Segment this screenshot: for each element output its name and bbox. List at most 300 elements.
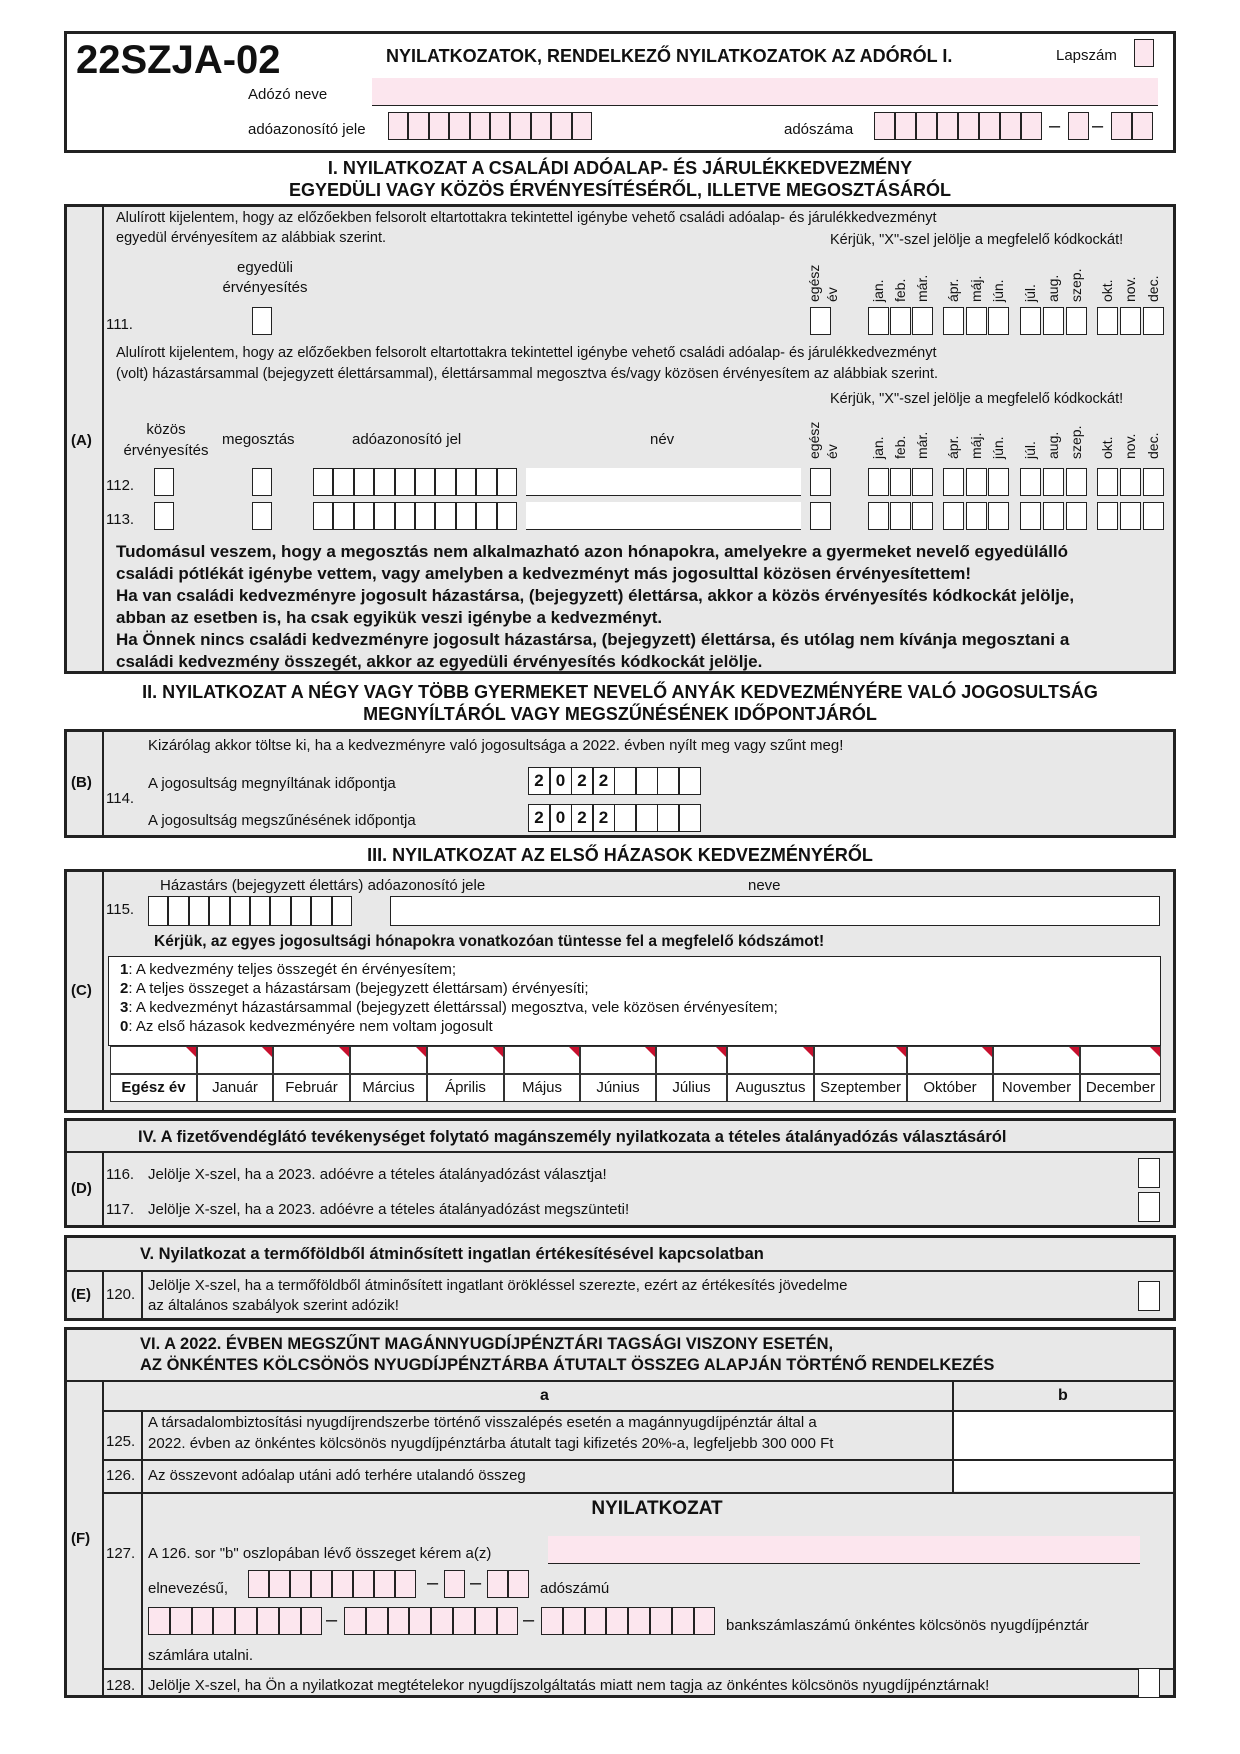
row-120-text-line1: Jelölje X-szel, ha a termőföldből átminősített ingatlant örökléssel szerezte, ezért az értékesítés jövedelme [148, 1277, 848, 1294]
month-code-label-7: Június [580, 1074, 656, 1102]
row-112-month-box-4[interactable] [912, 468, 933, 496]
taxnum-label: adószámú [540, 1580, 610, 1597]
month-header-1: egész [806, 264, 822, 302]
spouse-taxid-box-1[interactable] [148, 896, 168, 926]
section2-title-2: MEGNYÍLTÁRÓL VAGY MEGSZŰNÉSÉNEK IDŐPONTJÁRÓL [363, 704, 877, 724]
row-112-month-box-12[interactable] [1120, 468, 1141, 496]
row-127-text: A 126. sor "b" oszlopában lévő összeget kérem a(z) [148, 1545, 492, 1562]
month-header-2: jan. [870, 279, 886, 302]
bank-account-part1-box-4[interactable] [213, 1607, 235, 1635]
end-date-box-8[interactable] [679, 804, 701, 832]
spouse-name-label: neve [748, 877, 781, 894]
month-code-label-5: Április [427, 1074, 504, 1102]
spouse-taxid-box-8[interactable] [291, 896, 311, 926]
month-code-label-10: Szeptember [814, 1074, 907, 1102]
spouse-taxid-box-3[interactable] [189, 896, 209, 926]
row-113-month-box-4[interactable] [912, 502, 933, 530]
month-code-cell-5[interactable] [427, 1046, 504, 1074]
tax-id-box-3[interactable] [429, 112, 449, 140]
required-marker [716, 1047, 726, 1057]
bank-account-part2-box-2[interactable] [366, 1607, 388, 1635]
month-code-cell-8[interactable] [656, 1046, 727, 1074]
start-date-box-7[interactable] [657, 767, 679, 795]
row-113-month-box-12[interactable] [1120, 502, 1141, 530]
bank-account-part1-box-6[interactable] [257, 1607, 279, 1635]
row-111-number: 111. [106, 316, 133, 333]
row-112-taxid-box-7[interactable] [435, 468, 455, 496]
month-code-label-9: Augusztus [727, 1074, 814, 1102]
month-header-13: dec. [1145, 275, 1161, 302]
col-b-header: b [1058, 1387, 1068, 1404]
row-126-amount-field[interactable] [954, 1461, 1173, 1491]
row-113-taxid-box-4[interactable] [374, 502, 394, 530]
row-112-taxid-box-8[interactable] [456, 468, 476, 496]
tax-number-box-8[interactable] [1021, 112, 1042, 140]
row-112-month-box-10[interactable] [1066, 468, 1087, 496]
month-code-cell-4[interactable] [350, 1046, 427, 1074]
spouse-taxid-box-10[interactable] [332, 896, 352, 926]
row-113-taxid-box-6[interactable] [415, 502, 435, 530]
month-header-8: júl. [1022, 441, 1038, 459]
fund-tax-number-box-4[interactable] [311, 1570, 332, 1598]
tax-id-box-2[interactable] [408, 112, 428, 140]
required-marker [416, 1047, 426, 1057]
section1-title-1: I. NYILATKOZAT A CSALÁDI ADÓALAP- ÉS JÁRULÉKKEDVEZMÉNY [327, 158, 913, 178]
tax-id-label: adóazonosító jele [248, 121, 366, 138]
row-113-taxid-box-5[interactable] [395, 502, 415, 530]
joint-intro-line1: Alulírott kijelentem, hogy az előzőekben felsorolt eltartottakra tekintettel igénybe vehető családi adóalap- és járulékkedvezményt [116, 345, 937, 361]
fund-tax-number-vat-box-1[interactable] [444, 1570, 465, 1598]
start-date-box-1: 2 [528, 767, 550, 795]
month-header-2: jan. [870, 436, 886, 459]
fund-tax-number-box-3[interactable] [290, 1570, 311, 1598]
month-header-3: feb. [892, 278, 908, 302]
bank-account-part1-box-1[interactable] [148, 1607, 170, 1635]
section-b-letter: (B) [71, 774, 92, 791]
sole-intro-line1: Alulírott kijelentem, hogy az előzőekben felsorolt eltartottakra tekintettel igénybe vehető családi adóalap- és járulékkedvezményt [116, 210, 937, 226]
section1-title-2: EGYEDÜLI VAGY KÖZÖS ÉRVÉNYESÍTÉSÉRŐL, ILLETVE MEGOSZTÁSÁRÓL [288, 180, 952, 200]
bank-account-part3-box-4[interactable] [606, 1607, 628, 1635]
bank-account-part2-box-5[interactable] [431, 1607, 453, 1635]
spouse-taxid-box-4[interactable] [209, 896, 229, 926]
bank-account-part2-box-6[interactable] [453, 1607, 475, 1635]
section-d-letter: (D) [71, 1180, 92, 1197]
row-111-month-box-7[interactable] [988, 307, 1009, 335]
section-e-letter: (E) [71, 1286, 91, 1303]
bank-dash-2: – [523, 1609, 535, 1631]
fund-taxnum-dash-1: – [427, 1572, 439, 1594]
row-126-text: Az összevont adóalap utáni adó terhére utalandó összeg [148, 1467, 526, 1484]
row-111-month-box-5[interactable] [943, 307, 964, 335]
row-112-month-box-6[interactable] [966, 468, 987, 496]
month-header-10: szep. [1068, 425, 1084, 459]
row-111-month-box-11[interactable] [1097, 307, 1118, 335]
row-111-month-box-4[interactable] [912, 307, 933, 335]
row-113-month-box-7[interactable] [988, 502, 1009, 530]
mark-hint-2: Kérjük, "X"-szel jelölje a megfelelő kódkockát! [830, 391, 1124, 407]
fund-tax-number-county-box-2[interactable] [508, 1570, 529, 1598]
end-date-box-4: 2 [593, 804, 615, 832]
month-code-label-2: Január [197, 1074, 273, 1102]
tax-number-box-4[interactable] [937, 112, 958, 140]
section-f-title-divider [67, 1380, 1173, 1382]
month-code-label-6: Május [504, 1074, 580, 1102]
section-a-letter: (A) [71, 432, 92, 449]
row-111-month-box-1[interactable] [810, 307, 831, 335]
row-112-month-box-2[interactable] [868, 468, 889, 496]
tax-id-box-5[interactable] [470, 112, 490, 140]
note-line3: Ha van családi kedvezményre jogosult házastársa, (bejegyzett) élettársa, akkor a közös érvényesítés kódkockát jelölje, [116, 586, 1075, 605]
row-112-taxid-box-1[interactable] [313, 468, 333, 496]
row-111-month-box-6[interactable] [966, 307, 987, 335]
row-112-month-box-8[interactable] [1020, 468, 1041, 496]
row-112-joint-checkbox[interactable] [154, 468, 174, 496]
start-date-box-3: 2 [571, 767, 593, 795]
fund-tax-number-box-1[interactable] [248, 1570, 269, 1598]
declaration-title: NYILATKOZAT [591, 1498, 723, 1519]
mark-hint-1: Kérjük, "X"-szel jelölje a megfelelő kódkockát! [830, 232, 1124, 248]
month-header-11: okt. [1099, 436, 1115, 459]
required-marker [1150, 1047, 1160, 1057]
tax-number-label: adószáma [784, 121, 854, 138]
row-112-taxid-box-2[interactable] [333, 468, 353, 496]
month-header-1-b: év [824, 444, 840, 459]
code-item-0 [120, 1018, 493, 1035]
row-128-number: 128. [106, 1677, 136, 1694]
month-code-label-13: December [1080, 1074, 1161, 1102]
tax-id-box-1[interactable] [388, 112, 408, 140]
month-header-1-b: év [824, 287, 840, 302]
section-d-title-divider [67, 1151, 1173, 1153]
row-112-split-checkbox[interactable] [252, 468, 272, 496]
tax-number-box-1[interactable] [874, 112, 895, 140]
row-112-taxid-box-9[interactable] [476, 468, 496, 496]
month-header-3: feb. [892, 435, 908, 459]
month-code-label-11: Október [907, 1074, 993, 1102]
row-113-month-box-6[interactable] [966, 502, 987, 530]
row-113-taxid-box-2[interactable] [333, 502, 353, 530]
tax-number-box-6[interactable] [979, 112, 1000, 140]
required-marker [982, 1047, 992, 1057]
bank-account-part2-box-7[interactable] [475, 1607, 497, 1635]
row-112-month-box-9[interactable] [1043, 468, 1064, 496]
taxid-col-label: adóazonosító jel [352, 431, 462, 448]
code-number: 1 [120, 961, 129, 978]
end-date-box-6[interactable] [636, 804, 658, 832]
fund-tax-number-county-box-1[interactable] [487, 1570, 508, 1598]
row-113-month-box-11[interactable] [1097, 502, 1118, 530]
code-item-1 [120, 961, 456, 978]
fund-tax-number-box-2[interactable] [269, 1570, 290, 1598]
spouse-taxid-box-5[interactable] [230, 896, 250, 926]
required-marker [339, 1047, 349, 1057]
row-117-number: 117. [106, 1201, 135, 1218]
code-text: : A kedvezmény teljes összegét én érvényesítem; [128, 961, 457, 978]
required-marker [896, 1047, 906, 1057]
row-113-taxid-box-7[interactable] [435, 502, 455, 530]
start-date-box-8[interactable] [679, 767, 701, 795]
start-date-box-4: 2 [593, 767, 615, 795]
row-113-month-box-5[interactable] [943, 502, 964, 530]
row-126-number: 126. [106, 1467, 136, 1484]
f-row126-bottom [104, 1492, 1173, 1494]
row-112-taxid-box-10[interactable] [497, 468, 517, 496]
code-text: : Az első házasok kedvezményére nem voltam jogosult [128, 1018, 493, 1035]
row-113-name-field[interactable] [526, 502, 801, 530]
required-marker [645, 1047, 655, 1057]
end-date-label: A jogosultság megszűnésének időpontja [148, 812, 416, 829]
fund-tax-number-box-8[interactable] [395, 1570, 416, 1598]
fund-name-field[interactable] [548, 1536, 1140, 1564]
row-125-text-line2: 2022. évben az önkéntes kölcsönös nyugdíjpénztárba átutalt tagi kifizetés 20%-a, legfeljebb 300 000 Ft [148, 1435, 834, 1452]
row-127-number: 127. [106, 1545, 136, 1562]
fund-tax-number-box-7[interactable] [374, 1570, 395, 1598]
note-line5: Ha Önnek nincs családi kedvezményre jogosult házastársa, (bejegyzett) élettársa, és utólag nem kívánja megosztani a [116, 630, 1070, 649]
row-117-checkbox[interactable] [1138, 1192, 1160, 1222]
row-111-month-box-2[interactable] [868, 307, 889, 335]
row-111-month-box-10[interactable] [1066, 307, 1087, 335]
row-116-text: Jelölje X-szel, ha a 2023. adóévre a tételes átalányadózást választja! [148, 1166, 607, 1183]
bank-account-part1-box-7[interactable] [279, 1607, 301, 1635]
bank-account-part3-box-3[interactable] [585, 1607, 607, 1635]
row-113-month-box-13[interactable] [1143, 502, 1164, 530]
end-date-box-3: 2 [571, 804, 593, 832]
section5-title: V. Nyilatkozat a termőföldből átminősített ingatlan értékesítésével kapcsolatban [140, 1245, 764, 1263]
spouse-name-field[interactable] [390, 896, 1160, 926]
row-111-month-box-9[interactable] [1043, 307, 1064, 335]
sole-label-2: érvényesítés [222, 279, 308, 296]
row-128-checkbox[interactable] [1138, 1668, 1160, 1698]
end-date-box-5[interactable] [614, 804, 636, 832]
row-112-taxid-box-5[interactable] [395, 468, 415, 496]
row-112-month-box-5[interactable] [943, 468, 964, 496]
tax-number-box-3[interactable] [916, 112, 937, 140]
end-date-box-7[interactable] [657, 804, 679, 832]
bank-account-part3-box-1[interactable] [541, 1607, 563, 1635]
row-112-taxid-box-4[interactable] [374, 468, 394, 496]
month-header-4: már. [914, 274, 930, 302]
row-125-amount-field[interactable] [954, 1412, 1173, 1459]
tax-id-box-8[interactable] [531, 112, 551, 140]
row-115-number: 115. [106, 901, 135, 918]
bank-account-part3-box-6[interactable] [650, 1607, 672, 1635]
code-text: : A kedvezményt házastársammal (bejegyzett élettárssal) megosztva, vele közösen érvényesítem; [128, 999, 778, 1016]
row-112-name-field[interactable] [526, 468, 801, 496]
code-number: 2 [120, 980, 129, 997]
code-instruction: Kérjük, az egyes jogosultsági hónapokra vonatkozóan tüntesse fel a megfelelő kódszámot! [154, 933, 825, 950]
taxpayer-name-field[interactable] [372, 78, 1158, 106]
fund-taxnum-dash-2: – [470, 1572, 482, 1594]
row-113-taxid-box-9[interactable] [476, 502, 496, 530]
month-header-9: aug. [1045, 274, 1061, 302]
row-112-month-box-1[interactable] [810, 468, 831, 496]
form-code: 22SZJA-02 [76, 38, 281, 82]
joint-intro-line2: (volt) házastársammal (bejegyzett élettársammal), élettársammal megosztva és/vagy közösen érvényesítem az alábbiak szerint. [116, 366, 938, 382]
end-date-box-1: 2 [528, 804, 550, 832]
month-header-1: egész [806, 421, 822, 459]
col-a-header: a [540, 1387, 549, 1404]
sole-label-1: egyedüli [237, 259, 293, 276]
tax-id-box-4[interactable] [449, 112, 469, 140]
month-code-label-1: Egész év [110, 1074, 197, 1102]
spouse-taxid-box-2[interactable] [168, 896, 188, 926]
form-title: NYILATKOZATOK, RENDELKEZŐ NYILATKOZATOK AZ ADÓRÓL I. [386, 46, 953, 66]
sheet-number-field[interactable] [1134, 39, 1154, 67]
note-line2: családi pótlékát igénybe vettem, vagy amelyben a kedvezményt más jogosulttal közösen érvényesítettem! [116, 564, 972, 583]
row-111-month-box-3[interactable] [890, 307, 911, 335]
row-112-taxid-box-6[interactable] [415, 468, 435, 496]
bank-account-part2-box-1[interactable] [344, 1607, 366, 1635]
joint-label-2: érvényesítés [123, 442, 209, 459]
tax-number-dash-2: – [1092, 115, 1104, 137]
tax-id-box-6[interactable] [490, 112, 510, 140]
row-128-text: Jelölje X-szel, ha Ön a nyilatkozat megtételekor nyugdíjszolgáltatás miatt nem tagja az önkéntes kölcsönös nyugdíjpénztárnak! [148, 1677, 990, 1694]
row-113-month-box-9[interactable] [1043, 502, 1064, 530]
month-header-9: aug. [1045, 431, 1061, 459]
bank-account-part2-box-8[interactable] [497, 1607, 519, 1635]
month-code-cell-9[interactable] [727, 1046, 814, 1074]
month-header-12: nov. [1122, 433, 1138, 459]
sheet-label: Lapszám [1056, 47, 1117, 64]
row-120-divider [141, 1272, 143, 1318]
code-item-2 [120, 980, 589, 997]
row-125-text-line1: A társadalombiztosítási nyugdíjrendszerbe történő visszalépés esetén a magánnyugdíjpénztár által a [148, 1414, 817, 1431]
row-113-taxid-box-8[interactable] [456, 502, 476, 530]
row-113-month-box-2[interactable] [868, 502, 889, 530]
row-113-month-box-3[interactable] [890, 502, 911, 530]
month-header-5: ápr. [945, 435, 961, 459]
row-116-checkbox[interactable] [1138, 1158, 1160, 1188]
row-111-sole-checkbox[interactable] [252, 307, 272, 335]
month-header-10: szep. [1068, 268, 1084, 302]
month-header-7: jún. [990, 279, 1006, 302]
bank-account-part2-box-4[interactable] [409, 1607, 431, 1635]
row-113-month-box-1[interactable] [810, 502, 831, 530]
section-e-title-divider [67, 1270, 1173, 1272]
f-row127-bottom [104, 1668, 1173, 1670]
section-f-letter: (F) [71, 1530, 91, 1547]
name-col-label: név [650, 431, 675, 448]
month-code-cell-13[interactable] [1080, 1046, 1161, 1074]
sole-intro-line2: egyedül érvényesítem az alábbiak szerint. [116, 230, 387, 246]
joint-label-1: közös [146, 421, 186, 438]
row-113-taxid-box-1[interactable] [313, 502, 333, 530]
month-code-cell-10[interactable] [814, 1046, 907, 1074]
bank-dash-1: – [326, 1609, 338, 1631]
month-code-cell-2[interactable] [197, 1046, 273, 1074]
row-112-month-box-3[interactable] [890, 468, 911, 496]
tax-number-county-box-1[interactable] [1111, 112, 1132, 140]
month-code-label-12: November [993, 1074, 1080, 1102]
row-113-month-box-8[interactable] [1020, 502, 1041, 530]
tax-number-vat-box-1[interactable] [1068, 112, 1089, 140]
bank-account-part1-box-3[interactable] [192, 1607, 214, 1635]
taxpayer-name-label: Adózó neve [248, 86, 328, 103]
row-112-taxid-box-3[interactable] [354, 468, 374, 496]
tax-id-box-10[interactable] [572, 112, 592, 140]
tax-number-dash-1: – [1049, 115, 1061, 137]
row-116-number: 116. [106, 1166, 135, 1183]
row-113-joint-checkbox[interactable] [154, 502, 174, 530]
month-header-5: ápr. [945, 278, 961, 302]
start-date-label: A jogosultság megnyíltának időpontja [148, 775, 396, 792]
row-113-taxid-box-3[interactable] [354, 502, 374, 530]
required-marker [262, 1047, 272, 1057]
required-marker [493, 1047, 503, 1057]
section-b-hint: Kizárólag akkor töltse ki, ha a kedvezményre való jogosultsága a 2022. évben nyílt meg vagy szűnt meg! [148, 737, 844, 754]
row-111-month-box-12[interactable] [1120, 307, 1141, 335]
start-date-box-5[interactable] [614, 767, 636, 795]
tax-id-box-9[interactable] [551, 112, 571, 140]
row-125-number: 125. [106, 1433, 136, 1450]
bank-account-part3-box-7[interactable] [672, 1607, 694, 1635]
row-112-month-box-13[interactable] [1143, 468, 1164, 496]
tax-number-box-7[interactable] [1000, 112, 1021, 140]
month-code-cell-11[interactable] [907, 1046, 993, 1074]
tax-number-county-box-2[interactable] [1132, 112, 1153, 140]
tax-number-box-5[interactable] [958, 112, 979, 140]
spouse-taxid-box-9[interactable] [311, 896, 331, 926]
row-111-month-box-8[interactable] [1020, 307, 1041, 335]
row-112-month-box-11[interactable] [1097, 468, 1118, 496]
month-code-cell-6[interactable] [504, 1046, 580, 1074]
bank-account-part3-box-2[interactable] [563, 1607, 585, 1635]
bank-account-part3-box-5[interactable] [628, 1607, 650, 1635]
row-120-checkbox[interactable] [1138, 1281, 1160, 1311]
section4-title: IV. A fizetővendéglátó tevékenységet folytató magánszemély nyilatkozata a tételes átalányadózás választásáról [138, 1128, 1007, 1146]
start-date-box-2: 0 [550, 767, 572, 795]
bank-account-part2-box-3[interactable] [388, 1607, 410, 1635]
bank-account-part1-box-8[interactable] [301, 1607, 323, 1635]
month-header-4: már. [914, 431, 930, 459]
row-111-month-box-13[interactable] [1143, 307, 1164, 335]
start-date-box-6[interactable] [636, 767, 658, 795]
bank-account-part1-box-2[interactable] [170, 1607, 192, 1635]
code-text: : A teljes összeget a házastársam (bejegyzett élettársam) érvényesíti; [128, 980, 589, 997]
fund-tax-number-box-5[interactable] [332, 1570, 353, 1598]
section2-title-1: II. NYILATKOZAT A NÉGY VAGY TÖBB GYERMEKET NEVELŐ ANYÁK KEDVEZMÉNYÉRE VALÓ JOGOSULTSÁG [142, 682, 1098, 702]
month-code-cell-12[interactable] [993, 1046, 1080, 1074]
month-code-label-8: Július [656, 1074, 727, 1102]
month-code-cell-3[interactable] [273, 1046, 350, 1074]
row-112-month-box-7[interactable] [988, 468, 1009, 496]
end-date-box-2: 0 [550, 804, 572, 832]
spouse-taxid-box-6[interactable] [250, 896, 270, 926]
row-113-taxid-box-10[interactable] [497, 502, 517, 530]
tax-number-box-2[interactable] [895, 112, 916, 140]
month-code-cell-1[interactable] [110, 1046, 197, 1074]
row-113-number: 113. [106, 511, 135, 528]
month-code-cell-7[interactable] [580, 1046, 656, 1074]
spouse-taxid-box-7[interactable] [270, 896, 290, 926]
tax-id-box-7[interactable] [510, 112, 530, 140]
note-line4: abban az esetben is, ha csak egyikük veszi igénybe a kedvezményt. [116, 608, 663, 627]
note-line1: Tudomásul veszem, hogy a megosztás nem alkalmazható azon hónapokra, amelyekre a gyermeket nevelő egyedülálló [116, 542, 1069, 561]
section6-title-2: AZ ÖNKÉNTES KÖLCSÖNÖS NYUGDÍJPÉNZTÁRBA ÁTUTALT ÖSSZEG ALAPJÁN TÖRTÉNŐ RENDELKEZÉS [140, 1356, 995, 1374]
row-113-month-box-10[interactable] [1066, 502, 1087, 530]
bank-account-part1-box-5[interactable] [235, 1607, 257, 1635]
section-c-letter: (C) [71, 982, 92, 999]
month-header-6: máj. [968, 432, 984, 459]
month-header-12: nov. [1122, 276, 1138, 302]
fund-tax-number-box-6[interactable] [353, 1570, 374, 1598]
row-114-number: 114. [106, 790, 135, 807]
bank-account-part3-box-8[interactable] [694, 1607, 716, 1635]
month-header-8: júl. [1022, 284, 1038, 302]
month-header-11: okt. [1099, 279, 1115, 302]
code-item-3 [120, 999, 778, 1016]
row-113-split-checkbox[interactable] [252, 502, 272, 530]
